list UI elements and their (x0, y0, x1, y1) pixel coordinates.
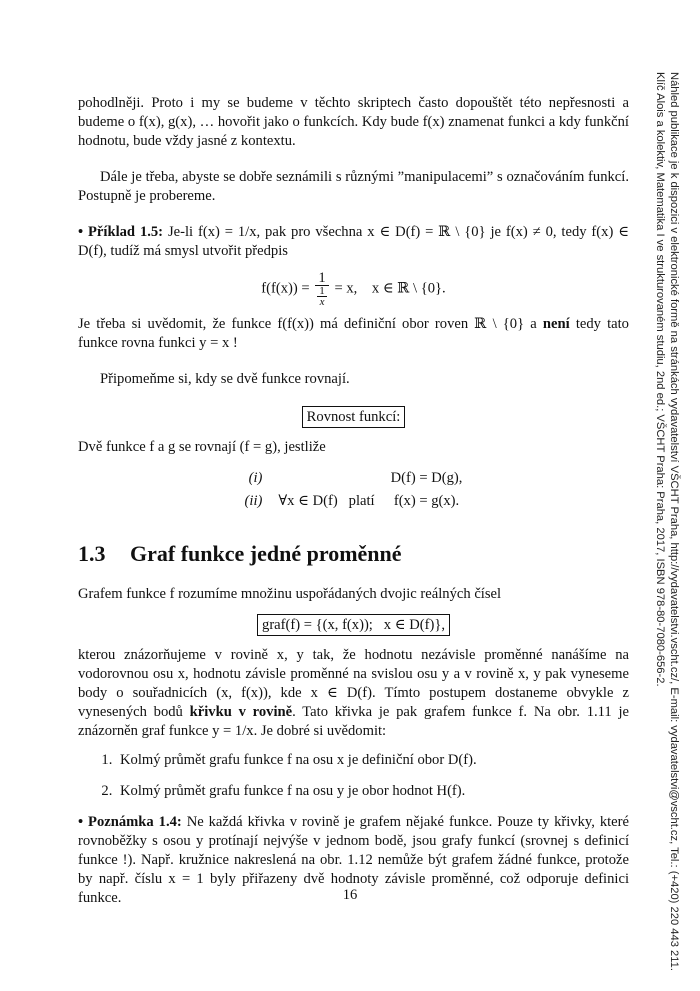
note-bullet: • (78, 814, 89, 830)
eq-right: = x, x ∈ ℝ \ {0}. (334, 280, 446, 297)
condition-row (237, 490, 471, 513)
eq-inner-denominator: x (317, 296, 327, 307)
condition-label: (i) (248, 470, 263, 486)
note-label: Poznámka 1.4: (88, 814, 182, 830)
condition-expr: f(x) = g(x). (393, 493, 460, 509)
section-title: Graf funkce jedné proměnné (130, 541, 402, 566)
condition-pre: ∀x ∈ D(f) platí (278, 493, 375, 509)
sidebar-line-publisher: Náhled publikace je k dispozici v elektronické formě na stránkách vydavatelství VŠCHT Praha, http://vydavatelstvi.vscht.cz/, E-mail: vydavatelstvi@vscht.cz, Tel.: (+420) 220 443 211. (668, 72, 680, 971)
list-item: 2. Kolmý průmět grafu funkce f na osu y je obor hodnot H(f). (116, 782, 629, 801)
eq-left: f(f(x)) = (261, 280, 310, 297)
section-number: 1.3 (78, 541, 106, 566)
sidebar-line-citation: Klíč Alois a kolektiv, Matematika I ve strukturovaném studiu, 2nd ed.; VŠCHT Praha: Praha, 2017, ISBN 978-80-7080-656-2. (654, 72, 666, 687)
publisher-sidebar (654, 72, 681, 971)
paragraph-domain-remark (78, 315, 629, 353)
domain-remark-text-a: Je třeba si uvědomit, že funkce f(f(x)) má definiční obor roven ℝ \ {0} a (78, 316, 537, 332)
graph-construction-text-a: kterou znázorňujeme v rovině x, y tak, že hodnotu nezávisle proměnné nanášíme na vodorovnou osu x, hodnotu závisle proměnné na svislou osu y a v rovině x, y pak vyneseme body o souřadnicích (x, f(x)), kde x ∈ D(f). Tímto postupem dostaneme obvykle z vynesených bodů (78, 647, 629, 720)
page-body (78, 94, 629, 908)
list-item: 1. Kolmý průmět grafu funkce f na osu x je definiční obor D(f). (116, 751, 629, 770)
paragraph-manipulations: Dále je třeba, abyste se dobře seznámili s různými ”manipulacemi” s označováním funkcí. Postupně je probereme. (78, 169, 629, 204)
graph-construction-text-b: . Tato křivka je pak grafem funkce f. Na obr. 1.11 je znázorněn graf funkce y = 1/x. Je dobré si uvědomit: (78, 704, 629, 739)
section-heading (78, 540, 629, 568)
domain-remark-text-b: tedy tato funkce rovna funkci y = x ! (78, 316, 629, 351)
condition-row (237, 467, 471, 490)
projection-list (78, 751, 629, 801)
paragraph-graph-construction (78, 646, 629, 741)
equality-box-wrap (78, 406, 629, 428)
paragraph-equality-def: Dvě funkce f a g se rovnají (f = g), jestliže (78, 439, 326, 455)
condition-pre (270, 467, 382, 490)
example-text: Je-li f(x) = 1/x, pak pro všechna x ∈ D(f) = ℝ \ {0} je f(x) ≠ 0, tedy f(x) ∈ D(f), tudíž má smysl utvořit předpis (78, 224, 630, 259)
example-bullet: • (78, 224, 89, 240)
graph-box-wrap (78, 614, 629, 636)
eq-inner-fraction (317, 286, 327, 307)
paragraph-equality-intro: Připomeňme si, kdy se dvě funkce rovnají. (100, 371, 350, 387)
graph-definition-box: graf(f) = {(x, f(x)); x ∈ D(f)}, (257, 614, 450, 636)
equality-conditions (237, 467, 471, 513)
sidebar-text (653, 72, 681, 971)
condition-label: (ii) (244, 493, 263, 509)
example-equation (78, 270, 629, 308)
paragraph-graph-def: Grafem funkce f rozumíme množinu uspořádaných dvojic reálných čísel (78, 586, 502, 602)
eq-inner-numerator: 1 (319, 285, 325, 297)
equality-box: Rovnost funkcí: (302, 406, 406, 428)
domain-remark-bold: není (542, 316, 570, 332)
eq-fraction (315, 271, 329, 307)
eq-denominator (315, 285, 329, 307)
condition-expr: D(f) = D(g), (390, 470, 463, 486)
example-paragraph (78, 223, 629, 261)
graph-construction-bold: křivku v rovině (189, 704, 293, 720)
paragraph-intro: pohodlněji. Proto i my se budeme v těchto skriptech často dopouštět této nepřesnosti a budeme o f(x), g(x), … hovořit jako o funkcích. Kdy bude f(x) znamenat funkci a kdy funkční hodnotu, bude vždy jasné z kontextu. (78, 95, 629, 149)
eq-numerator: 1 (318, 270, 326, 286)
example-label: Příklad 1.5: (88, 224, 164, 240)
page-number: 16 (342, 887, 358, 903)
note-text: Ne každá křivka v rovině je grafem nějaké funkce. Pouze ty křivky, které rovnoběžky s osou y protínají nejvýše v jednom bodě, jsou grafy funkcí (srovnej s definicí funkce !). Např. kružnice nakreslená na obr. 1.12 nemůže být grafem žádné funkce, protože by např. číslu x = 1 byly přiřazeny dvě hodnoty závisle proměnné, což odporuje definici funkce. (78, 814, 629, 906)
